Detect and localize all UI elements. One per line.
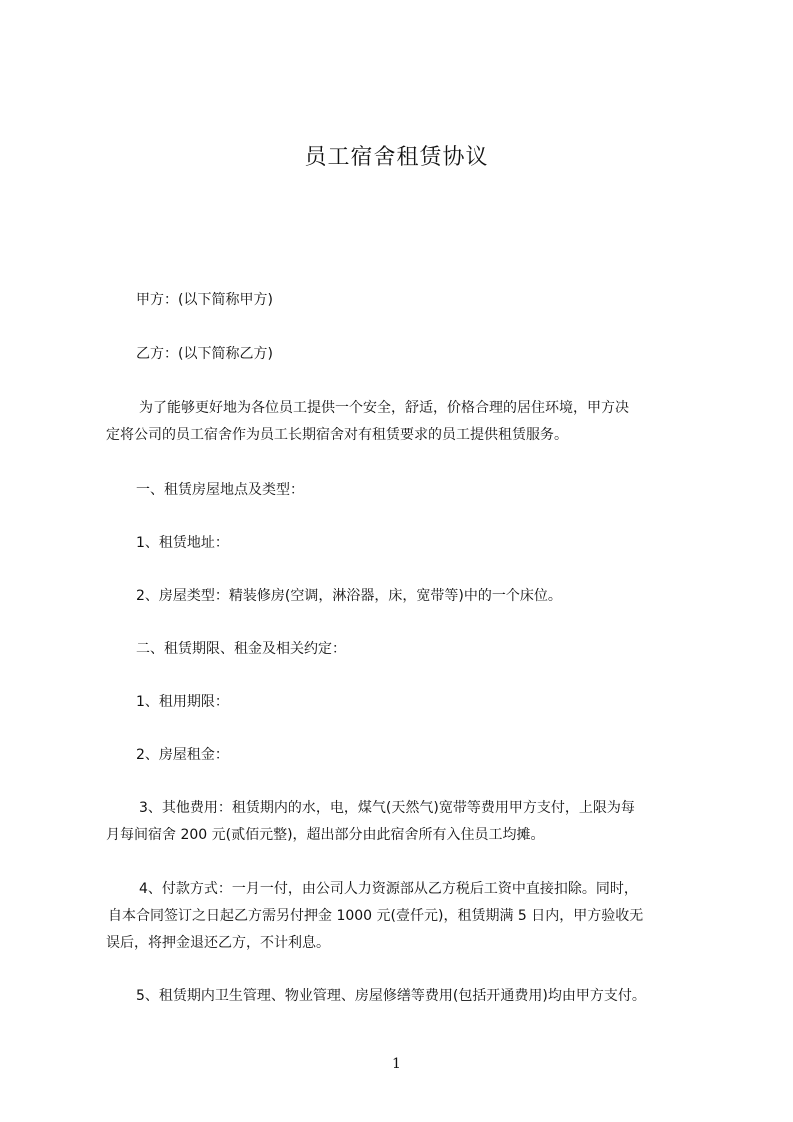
section-2-item-3-line-2: 月每间宿舍 200 元(贰佰元整)，超出部分由此宿舍所有入住员工均摊。 <box>106 827 545 843</box>
intro-line-1: 为了能够更好地为各位员工提供一个安全，舒适，价格合理的居住环境，甲方决 <box>139 400 629 416</box>
page-number: 1 <box>392 1056 401 1072</box>
section-2-item-4-line-3: 误后，将押金退还乙方，不计利息。 <box>106 935 330 951</box>
section-1-item-2: 2、房屋类型：精装修房(空调，淋浴器，床，宽带等)中的一个床位。 <box>136 588 562 604</box>
section-2-item-2: 2、房屋租金： <box>136 747 229 763</box>
party-a-line: 甲方：(以下简称甲方) <box>136 292 273 308</box>
section-2-item-3-line-1: 3、其他费用：租赁期内的水，电，煤气(天然气)宽带等费用甲方支付，上限为每 <box>139 800 635 816</box>
section-1-item-1: 1、租赁地址： <box>136 535 229 551</box>
section-2-item-4-line-1: 4、付款方式：一月一付，由公司人力资源部从乙方税后工资中直接扣除。同时， <box>139 881 638 897</box>
document-title: 员工宿舍租赁协议 <box>304 145 489 170</box>
section-1-heading: 一、租赁房屋地点及类型： <box>136 482 304 498</box>
intro-line-2: 定将公司的员工宿舍作为员工长期宿舍对有租赁要求的员工提供租赁服务。 <box>106 427 568 443</box>
section-2-item-1: 1、租用期限： <box>136 694 229 710</box>
party-b-line: 乙方：(以下简称乙方) <box>136 346 273 362</box>
section-2-item-4-line-2: 自本合同签订之日起乙方需另付押金 1000 元(壹仟元)，租赁期满 5 日内，甲方验收无 <box>108 908 644 924</box>
section-2-heading: 二、租赁期限、租金及相关约定： <box>136 641 346 657</box>
section-2-item-5: 5、租赁期内卫生管理、物业管理、房屋修缮等费用(包括开通费用)均由甲方支付。 <box>136 988 646 1004</box>
